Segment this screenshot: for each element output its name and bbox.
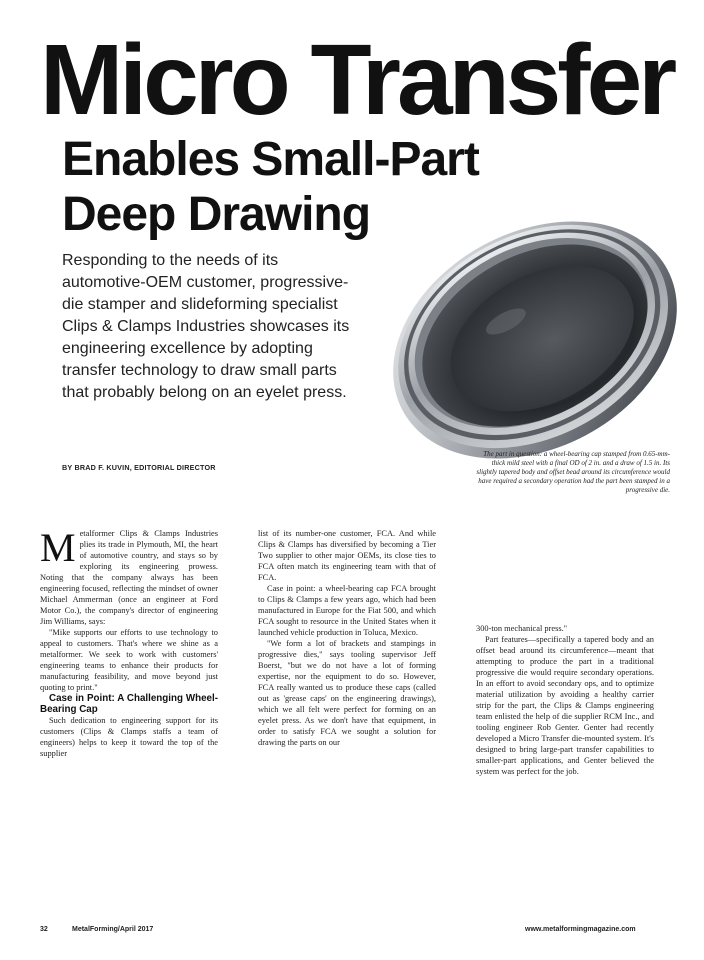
wheel-bearing-cap-photo	[360, 190, 690, 470]
page-number: 32	[40, 926, 48, 933]
body-paragraph	[40, 525, 218, 627]
body-paragraph: Part features—specifically a tapered body and an offset bead around its circumference—meant that attempting to produce the part in a traditional progressive die would require secondary operations. In an effort to avoid secondary ops, and to optimize material utilization by avoiding a healthy carrier strip for the part, the Clips & Clamps engineering team enlisted the help of die supplier RCM Inc., and tooling engineer Rob Genter. Genter had recently developed a Micro Transfer die-mounted system. It's designed to bring large-part transfer capabilities to smaller-part applications, and Genter believed the system was perfect for the job.	[476, 635, 654, 776]
article-subtitle-line-1: Enables Small-Part	[62, 133, 479, 186]
body-paragraph: Case in point: a wheel-bearing cap FCA brought to Clips & Clamps a few years ago, which had been manufactured in Europe for the Fiat 500, and which FCA sought to resource in the United States when it launched vehicle production in Toluca, Mexico.	[258, 584, 436, 637]
website-url: www.metalformingmagazine.com	[525, 926, 636, 933]
body-column-1	[40, 525, 218, 759]
body-paragraph: 300-ton mechanical press."	[476, 624, 568, 633]
body-column-3	[476, 623, 654, 777]
section-subhead: Case in Point: A Challenging Wheel-Bearing Cap	[40, 693, 218, 715]
article-title: Micro Transfer	[40, 24, 674, 136]
paragraph-text: etalformer Clips & Clamps Industries plies its trade in Plymouth, MI, the heart of automotive country, and stays so by exploring its engineering prowess. Noting that the company always has been engineering focused, reflecting the mindset of owner Michael Ammerman (once an engineer at Ford Motor Co.), the company's director of engineering Jim Williams, says:	[40, 529, 218, 626]
body-paragraph: "We form a lot of brackets and stampings in progressive dies," says tooling supervisor Jeff Boerst, "but we do not have a lot of forming expertise, nor the equipment to do so. However, FCA really wanted us to produce these caps (called out as 'grease caps' on the engineering drawings), which we all felt were perfect for forming on an eyelet press. As we don't have that equipment, in order to satisfy FCA we sought a solution for drawing the parts on our	[258, 639, 436, 747]
article-byline: BY BRAD F. KUVIN, EDITORIAL DIRECTOR	[62, 463, 216, 472]
body-paragraph: "Mike supports our efforts to use technology to appeal to customers. That's where we shine as a metalformer. We seek to work with customers' engineering teams to enhance their products for manufacturing feasibility, and move beyond just quoting to print."	[40, 628, 218, 692]
body-paragraph: list of its number-one customer, FCA. And while Clips & Clamps has diversified by becoming a Tier Two supplier to other major OEMs, its close ties to FCA often match its engineering team with that of FCA.	[258, 529, 436, 582]
body-paragraph: Such dedication to engineering support for its customers (Clips & Clamps staffs a team of engineers) helps to keep it toward the top of the supplier	[40, 716, 218, 758]
publication-info: MetalForming/April 2017	[72, 926, 154, 933]
photo-caption: The part in question: a wheel-bearing cap stamped from 0.65-mm-thick mild steel with a final OD of 2 in. and a draw of 1.5 in. Its slightly tapered body and offset bead around its circumference would have required a secondary operation had the part been stamped in a progressive die.	[476, 450, 670, 494]
article-deck: Responding to the needs of its automotive-OEM customer, progressive-die stamper and slideforming specialist Clips & Clamps Industries showcases its engineering excellence by adopting transfer technology to draw small parts that probably belong on an eyelet press.	[62, 252, 350, 401]
article-subtitle-line-2: Deep Drawing	[62, 188, 371, 241]
body-column-2	[258, 528, 436, 748]
drop-cap: M	[40, 525, 76, 570]
